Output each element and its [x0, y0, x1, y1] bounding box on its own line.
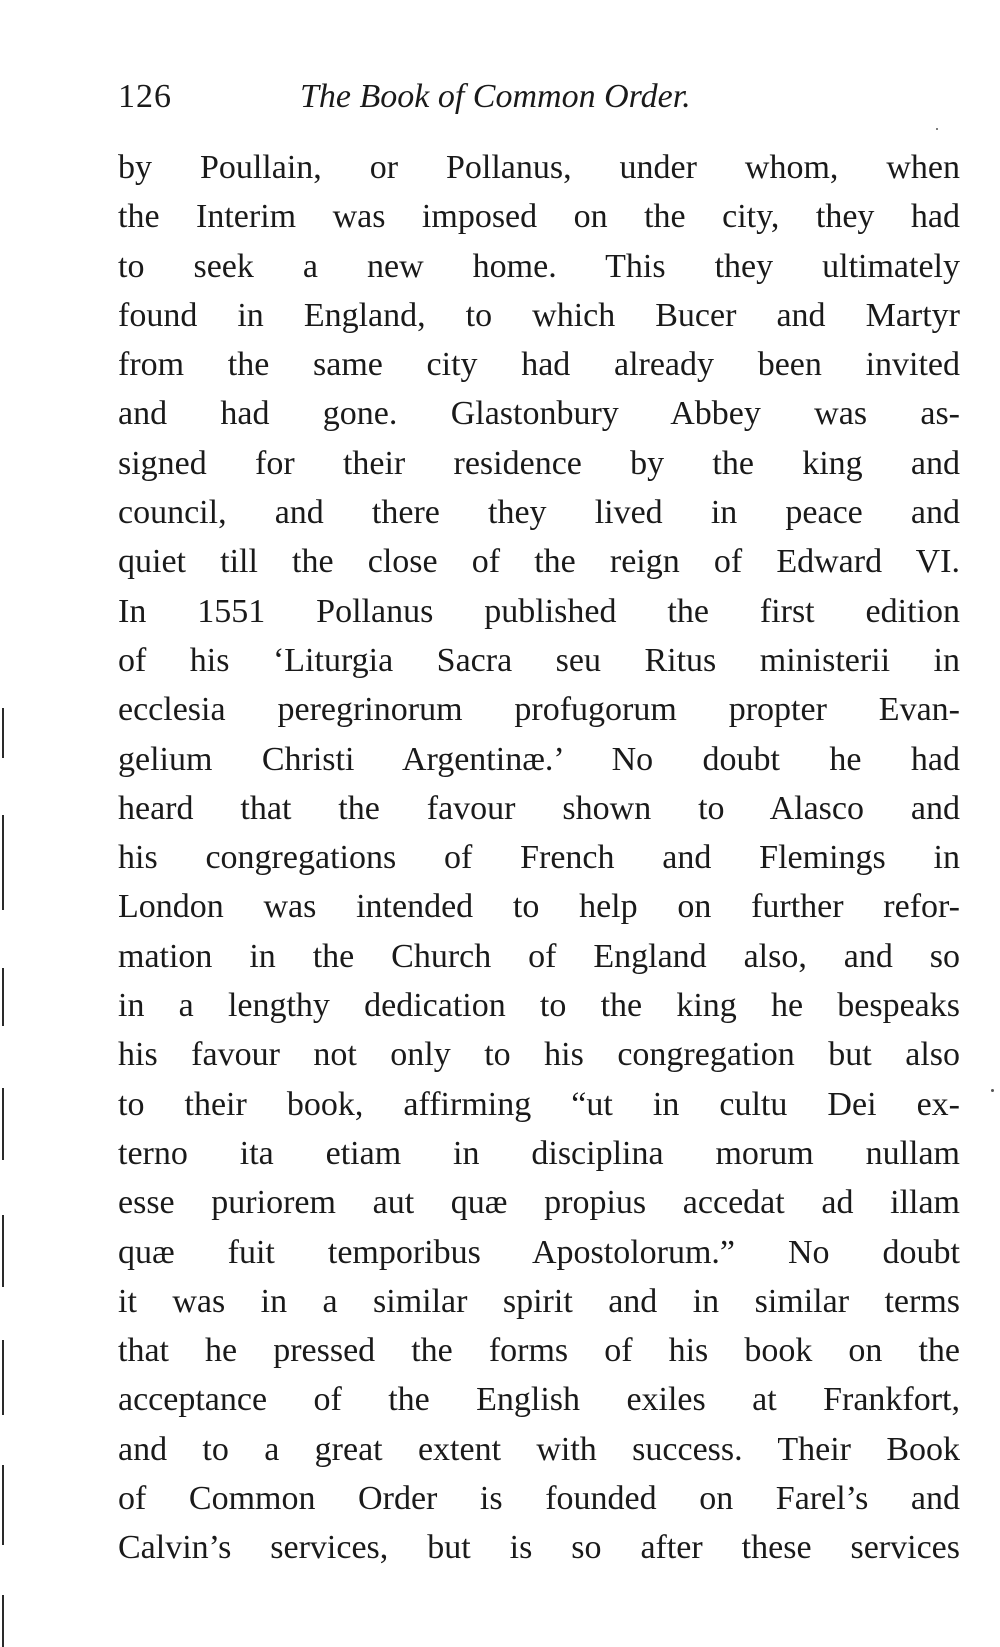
text-line: his favour not only to his congregation but also: [118, 1036, 960, 1074]
text-line: of his ‘Liturgia Sacra seu Ritus ministerii in: [118, 641, 960, 679]
scan-mark: [2, 708, 4, 758]
text-line: of Common Order is founded on Farel’s and: [118, 1480, 960, 1518]
scan-margin-marks: [0, 0, 10, 1647]
text-line: and to a great extent with success. Their Book: [118, 1430, 960, 1468]
text-line: esse puriorem aut quæ propius accedat ad illam: [118, 1184, 960, 1222]
scan-mark: [2, 1595, 4, 1647]
text-line: his congregations of French and Flemings in: [118, 839, 960, 877]
body-text: [118, 143, 960, 1573]
text-line: ecclesia peregrinorum profugorum propter Evan-: [118, 691, 960, 729]
text-line: that he pressed the forms of his book on the: [118, 1332, 960, 1370]
text-line: London was intended to help on further refor-: [118, 888, 960, 926]
scan-mark: [2, 1465, 4, 1545]
text-line: terno ita etiam in disciplina morum nullam: [118, 1134, 960, 1172]
text-line: quæ fuit temporibus Apostolorum.” No doubt: [118, 1233, 960, 1271]
scan-speck: [991, 1089, 994, 1092]
text-line: to seek a new home. This they ultimately: [118, 247, 960, 285]
running-title: The Book of Common Order.: [300, 78, 691, 115]
scan-mark: [2, 1215, 4, 1287]
text-line: signed for their residence by the king and: [118, 444, 960, 482]
text-line: from the same city had already been invited: [118, 346, 960, 384]
text-line: council, and there they lived in peace and: [118, 494, 960, 532]
scan-mark: [2, 1340, 4, 1415]
scan-speck: [936, 128, 938, 130]
text-line: found in England, to which Bucer and Martyr: [118, 296, 960, 334]
text-line: heard that the favour shown to Alasco and: [118, 789, 960, 827]
text-line: In 1551 Pollanus published the first edition: [118, 592, 960, 630]
text-line: and had gone. Glastonbury Abbey was as-: [118, 395, 960, 433]
scan-mark: [2, 1088, 4, 1160]
text-line: it was in a similar spirit and in similar terms: [118, 1282, 960, 1320]
text-line: acceptance of the English exiles at Frankfort,: [118, 1381, 960, 1419]
scan-mark: [2, 815, 4, 910]
text-line: in a lengthy dedication to the king he bespeaks: [118, 987, 960, 1025]
text-line: mation in the Church of England also, and so: [118, 937, 960, 975]
page-number: 126: [118, 78, 172, 115]
scan-mark: [2, 968, 4, 1026]
text-line: Calvin’s services, but is so after these services: [118, 1529, 960, 1567]
running-head: [118, 72, 968, 122]
text-line: the Interim was imposed on the city, they had: [118, 198, 960, 236]
text-line: quiet till the close of the reign of Edward VI.: [118, 543, 960, 581]
text-line: to their book, affirming “ut in cultu Dei ex-: [118, 1085, 960, 1123]
text-line: gelium Christi Argentinæ.’ No doubt he had: [118, 740, 960, 778]
text-line: by Poullain, or Pollanus, under whom, when: [118, 149, 960, 186]
